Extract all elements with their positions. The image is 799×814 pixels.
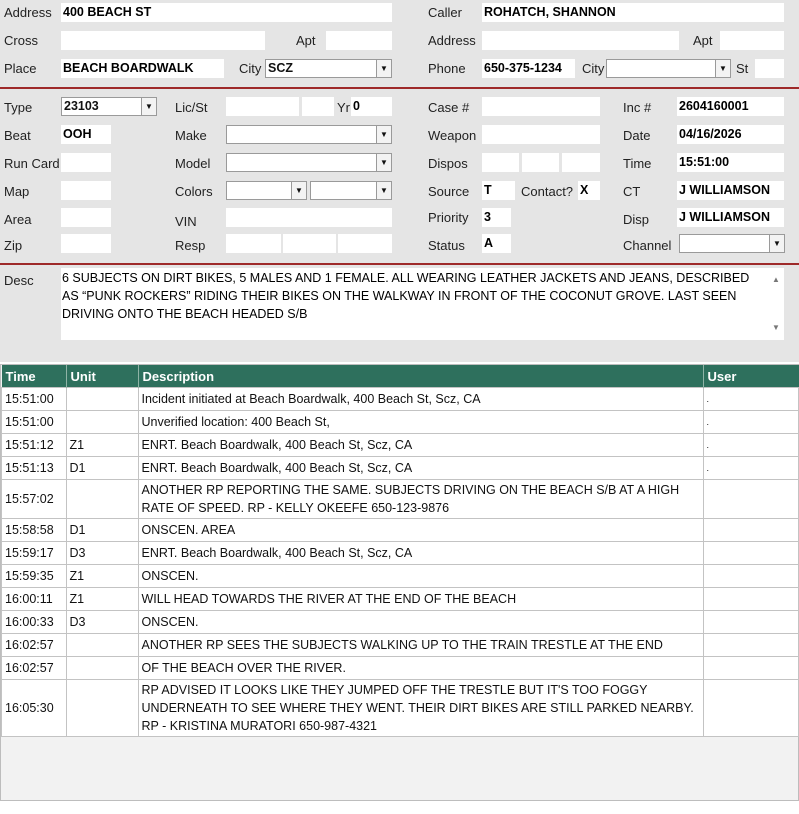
beat-label: Beat [4,128,31,143]
model-label: Model [175,156,211,171]
channel-select[interactable] [679,234,785,253]
log-description-cell: Incident initiated at Beach Boardwalk, 400 Beach St, Scz, CA [138,388,703,411]
lic-field[interactable] [226,97,299,116]
dispos-field-1[interactable] [482,153,519,172]
table-row[interactable] [2,388,799,411]
caller-city-label: City [582,61,605,76]
log-description-cell: OF THE BEACH OVER THE RIVER. [138,657,703,680]
log-user-cell [703,611,799,634]
log-description-cell: ANOTHER RP REPORTING THE SAME. SUBJECTS DRIVING ON THE BEACH S/B AT A HIGH RATE OF SPEED. RP - KELLY OKEEFE 650-123-9876 [138,480,703,519]
priority-label: Priority [428,210,469,225]
log-time-cell: 15:59:35 [2,565,67,588]
desc-label: Desc [4,273,34,288]
address-field[interactable]: 400 BEACH ST [61,3,392,22]
table-row[interactable] [2,634,799,657]
log-time-cell: 16:02:57 [2,657,67,680]
licst-label: Lic/St [175,100,208,115]
city-select[interactable] [265,59,392,78]
time-field[interactable]: 15:51:00 [677,153,784,172]
chevron-down-icon[interactable]: ▼ [376,126,391,143]
cross-label: Cross [4,33,38,48]
log-description-cell: ENRT. Beach Boardwalk, 400 Beach St, Scz, CA [138,457,703,480]
column-header-unit[interactable]: Unit [66,365,138,388]
chevron-down-icon[interactable]: ▼ [715,60,730,77]
log-unit-cell: D1 [66,457,138,480]
caller-apt-label: Apt [693,33,713,48]
log-description-cell: ONSCEN. [138,565,703,588]
resp-field-3[interactable] [338,234,392,253]
type-select-value: 23103 [64,99,99,113]
chevron-down-icon[interactable]: ▼ [769,235,784,252]
disp-label: Disp [623,212,650,227]
phone-field[interactable]: 650-375-1234 [482,59,575,78]
date-label: Date [623,128,651,143]
log-user-cell [703,542,799,565]
table-row[interactable] [2,457,799,480]
colors-label: Colors [175,184,213,199]
description-scrollbar[interactable] [770,268,784,340]
log-user-cell: . [703,411,799,434]
cross-field[interactable] [61,31,265,50]
log-description-cell: ENRT. Beach Boardwalk, 400 Beach St, Scz, CA [138,542,703,565]
incident-log-table [1,365,799,737]
ct-label: CT [623,184,641,199]
table-row[interactable] [2,565,799,588]
table-row[interactable] [2,434,799,457]
yr-field[interactable]: 0 [351,97,392,116]
inc-field[interactable]: 2604160001 [677,97,784,116]
yr-label: Yr [337,100,350,115]
place-label: Place [4,61,37,76]
apt-field[interactable] [326,31,392,50]
log-time-cell: 16:00:11 [2,588,67,611]
log-unit-cell: Z1 [66,588,138,611]
make-select[interactable] [226,125,392,144]
log-description-cell: ENRT. Beach Boardwalk, 400 Beach St, Scz, CA [138,434,703,457]
time-label: Time [623,156,652,171]
st-field[interactable] [755,59,784,78]
window-bottom [0,801,799,814]
area-field[interactable] [61,208,111,227]
column-header-description[interactable]: Description [138,365,703,388]
table-row[interactable] [2,680,799,737]
log-description-cell: ONSCEN. [138,611,703,634]
table-row[interactable] [2,588,799,611]
ct-field[interactable]: J WILLIAMSON [677,181,784,200]
log-user-cell [703,680,799,737]
source-label: Source [428,184,470,199]
type-label: Type [4,100,33,115]
scroll-up-icon[interactable]: ▲ [772,275,780,284]
inc-label: Inc # [623,100,652,115]
log-unit-cell [66,411,138,434]
log-unit-cell [66,480,138,519]
contact-label: Contact? [521,184,574,199]
log-user-cell [703,480,799,519]
city-select-value: SCZ [268,61,293,75]
apt-label: Apt [296,33,316,48]
log-time-cell: 15:59:17 [2,542,67,565]
log-unit-cell [66,657,138,680]
log-user-cell: . [703,457,799,480]
column-header-time[interactable]: Time [2,365,67,388]
case-label: Case # [428,100,470,115]
log-description-cell: ONSCEN. AREA [138,519,703,542]
chevron-down-icon[interactable]: ▼ [376,182,391,199]
beat-field[interactable]: OOH [61,125,111,144]
table-row[interactable] [2,411,799,434]
dispos-field-3[interactable] [562,153,600,172]
caller-address-label: Address [428,33,476,48]
scroll-down-icon[interactable]: ▼ [772,323,780,332]
dispos-field-2[interactable] [522,153,559,172]
log-unit-cell: D3 [66,611,138,634]
table-row[interactable] [2,542,799,565]
make-label: Make [175,128,207,143]
column-header-user[interactable]: User [703,365,799,388]
table-header-row [2,365,799,388]
log-user-cell [703,519,799,542]
log-description-cell: ANOTHER RP SEES THE SUBJECTS WALKING UP TO THE TRAIN TRESTLE AT THE END [138,634,703,657]
city-label: City [239,61,262,76]
log-description-cell: WILL HEAD TOWARDS THE RIVER AT THE END OF THE BEACH [138,588,703,611]
table-row[interactable] [2,519,799,542]
color-primary-select[interactable] [226,181,307,200]
contact-field[interactable]: X [578,181,600,200]
runcard-field[interactable] [61,153,111,172]
table-row[interactable] [2,657,799,680]
table-row[interactable] [2,480,799,519]
resp-field-2[interactable] [283,234,336,253]
source-field[interactable]: T [482,181,515,200]
log-time-cell: 15:51:00 [2,411,67,434]
log-user-cell: . [703,388,799,411]
place-field[interactable]: BEACH BOARDWALK [61,59,224,78]
st-label: St [736,61,749,76]
log-time-cell: 16:05:30 [2,680,67,737]
priority-field[interactable]: 3 [482,208,511,227]
log-time-cell: 15:51:13 [2,457,67,480]
log-time-cell: 15:51:00 [2,388,67,411]
log-time-cell: 16:00:33 [2,611,67,634]
channel-label: Channel [623,238,672,253]
weapon-label: Weapon [428,128,477,143]
map-label: Map [4,184,30,199]
log-user-cell: . [703,434,799,457]
section-divider [0,263,799,265]
date-field[interactable]: 04/16/2026 [677,125,784,144]
case-field[interactable] [482,97,600,116]
caller-apt-field[interactable] [720,31,784,50]
log-unit-cell [66,680,138,737]
caller-label: Caller [428,5,462,20]
description-text: 6 SUBJECTS ON DIRT BIKES, 5 MALES AND 1 FEMALE. ALL WEARING LEATHER JACKETS AND JEANS, DESCRIBED AS “PUNK ROCKERS” RIDING THEIR BIKES ON THE WALKWAY IN FRONT OF THE COCONUT GROVE. LAST SEEN DRIVING ONTO THE BEACH HEADED S/B [62,271,750,321]
log-unit-cell [66,388,138,411]
log-time-cell: 15:51:12 [2,434,67,457]
address-label: Address [4,5,52,20]
caller-field[interactable]: ROHATCH, SHANNON [482,3,784,22]
status-label: Status [428,238,465,253]
section-divider [0,87,799,89]
incident-log-body [2,388,799,737]
vin-label: VIN [175,214,197,229]
resp-field-1[interactable] [226,234,281,253]
incident-form [0,0,799,362]
dispos-label: Dispos [428,156,468,171]
caller-city-select[interactable] [606,59,731,78]
log-unit-cell: Z1 [66,565,138,588]
disp-field[interactable]: J WILLIAMSON [677,208,784,227]
weapon-field[interactable] [482,125,600,144]
log-user-cell [703,657,799,680]
log-user-cell [703,588,799,611]
log-unit-cell: D1 [66,519,138,542]
log-user-cell [703,565,799,588]
status-field[interactable]: A [482,234,511,253]
log-user-cell [703,634,799,657]
log-time-cell: 16:02:57 [2,634,67,657]
table-row[interactable] [2,611,799,634]
area-label: Area [4,212,32,227]
description-textarea[interactable] [61,268,784,340]
type-select[interactable] [61,97,157,116]
log-time-cell: 15:57:02 [2,480,67,519]
log-unit-cell: Z1 [66,434,138,457]
log-description-cell: RP ADVISED IT LOOKS LIKE THEY JUMPED OFF THE TRESTLE BUT IT'S TOO FOGGY UNDERNEATH TO SEE WHERE THEY WENT. THEIR DIRT BIKES ARE STILL PARKED NEARBY. RP - KRISTINA MURATORI 650-987-4321 [138,680,703,737]
color-secondary-select[interactable] [310,181,392,200]
vin-field[interactable] [226,208,392,227]
model-select[interactable] [226,153,392,172]
map-field[interactable] [61,181,111,200]
zip-field[interactable] [61,234,111,253]
chevron-down-icon[interactable]: ▼ [376,60,391,77]
incident-log-grid [0,364,799,801]
log-unit-cell: D3 [66,542,138,565]
runcard-label: Run Card [4,156,60,171]
log-unit-cell [66,634,138,657]
chevron-down-icon[interactable]: ▼ [376,154,391,171]
resp-label: Resp [175,238,206,253]
chevron-down-icon[interactable]: ▼ [291,182,306,199]
chevron-down-icon[interactable]: ▼ [141,98,156,115]
phone-label: Phone [428,61,466,76]
lic-state-field[interactable] [302,97,334,116]
log-time-cell: 15:58:58 [2,519,67,542]
zip-label: Zip [4,238,23,253]
log-description-cell: Unverified location: 400 Beach St, [138,411,703,434]
caller-address-field[interactable] [482,31,679,50]
